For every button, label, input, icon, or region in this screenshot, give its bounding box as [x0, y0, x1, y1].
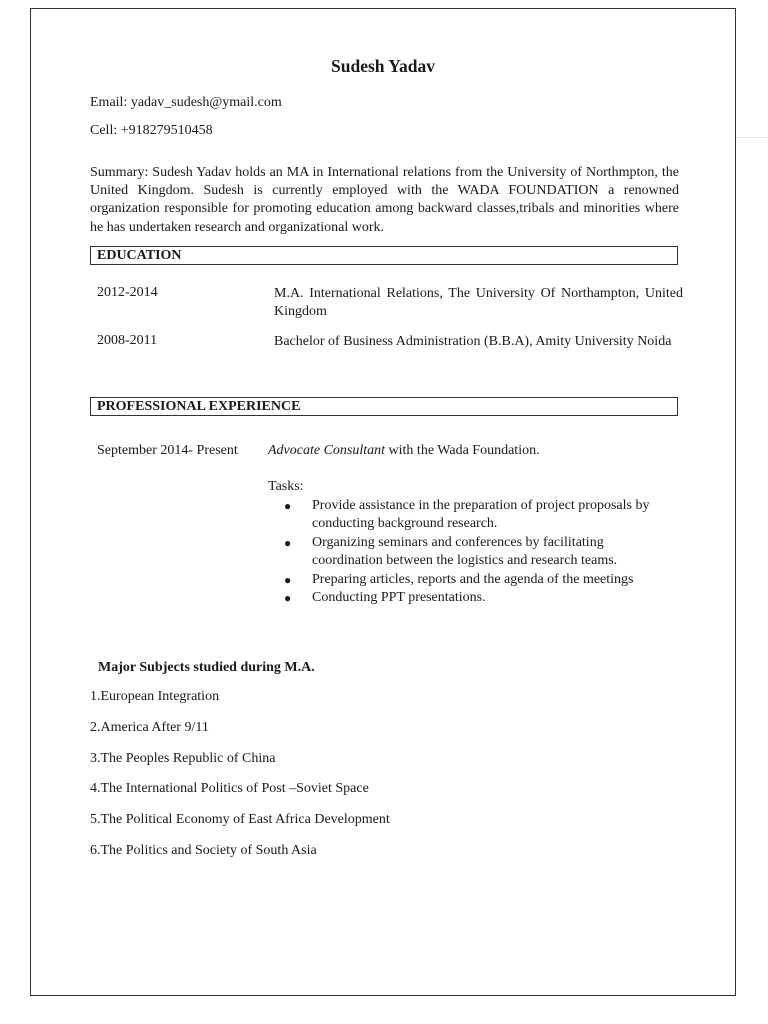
list-item	[267, 534, 667, 571]
subject-item: 4.The International Politics of Post –Soviet Space	[90, 781, 369, 796]
bullet-icon: ●	[284, 535, 292, 550]
list-item	[267, 571, 667, 589]
list-item	[267, 589, 667, 607]
candidate-name: Sudesh Yadav	[331, 56, 435, 76]
cell-line: Cell: +918279510458	[90, 123, 213, 138]
education-section-heading: EDUCATION	[90, 246, 678, 265]
experience-role: Advocate Consultant	[268, 443, 386, 458]
subject-item: 5.The Political Economy of East Africa Development	[90, 812, 390, 827]
experience-organization: with the Wada Foundation.	[385, 443, 540, 458]
tasks-list	[267, 497, 667, 607]
experience-role-line	[268, 443, 540, 459]
experience-section-heading: PROFESSIONAL EXPERIENCE	[90, 397, 678, 416]
summary-paragraph: Summary: Sudesh Yadav holds an MA in International relations from the University of Northmpton, the United Kingdom. Sudesh is currently employed with the WADA FOUNDATION a renowned organization responsible for promoting education among backward classes,tribals and minorities where he has undertaken research and organizational work.	[90, 165, 679, 235]
bullet-icon: ●	[284, 591, 292, 606]
subject-item: 6.The Politics and Society of South Asia	[90, 843, 317, 858]
task-text: Organizing seminars and conferences by facilitating coordination between the logistics and research teams.	[312, 534, 618, 569]
subject-item: 2.America After 9/11	[90, 720, 209, 735]
resume-page	[30, 8, 736, 996]
subject-item: 1.European Integration	[90, 689, 220, 704]
education-years: 2008-2011	[97, 333, 158, 348]
bullet-icon: ●	[284, 499, 292, 513]
education-description: M.A. International Relations, The University Of Northampton, United Kingdom	[274, 286, 683, 319]
bullet-icon: ●	[284, 572, 292, 587]
list-item	[267, 497, 667, 534]
task-text: Conducting PPT presentations.	[312, 590, 486, 606]
task-text: Provide assistance in the preparation of project proposals by conducting background research.	[312, 498, 650, 532]
subject-item: 3.The Peoples Republic of China	[90, 751, 276, 766]
task-text: Preparing articles, reports and the agenda of the meetings	[312, 571, 634, 587]
subjects-heading: Major Subjects studied during M.A.	[98, 660, 315, 675]
experience-period: September 2014- Present	[97, 443, 238, 458]
email-line: Email: yadav_sudesh@ymail.com	[90, 95, 282, 110]
tasks-label: Tasks:	[268, 479, 304, 494]
education-years: 2012-2014	[97, 285, 158, 300]
education-description: Bachelor of Business Administration (B.B.A), Amity University Noida	[274, 334, 672, 349]
